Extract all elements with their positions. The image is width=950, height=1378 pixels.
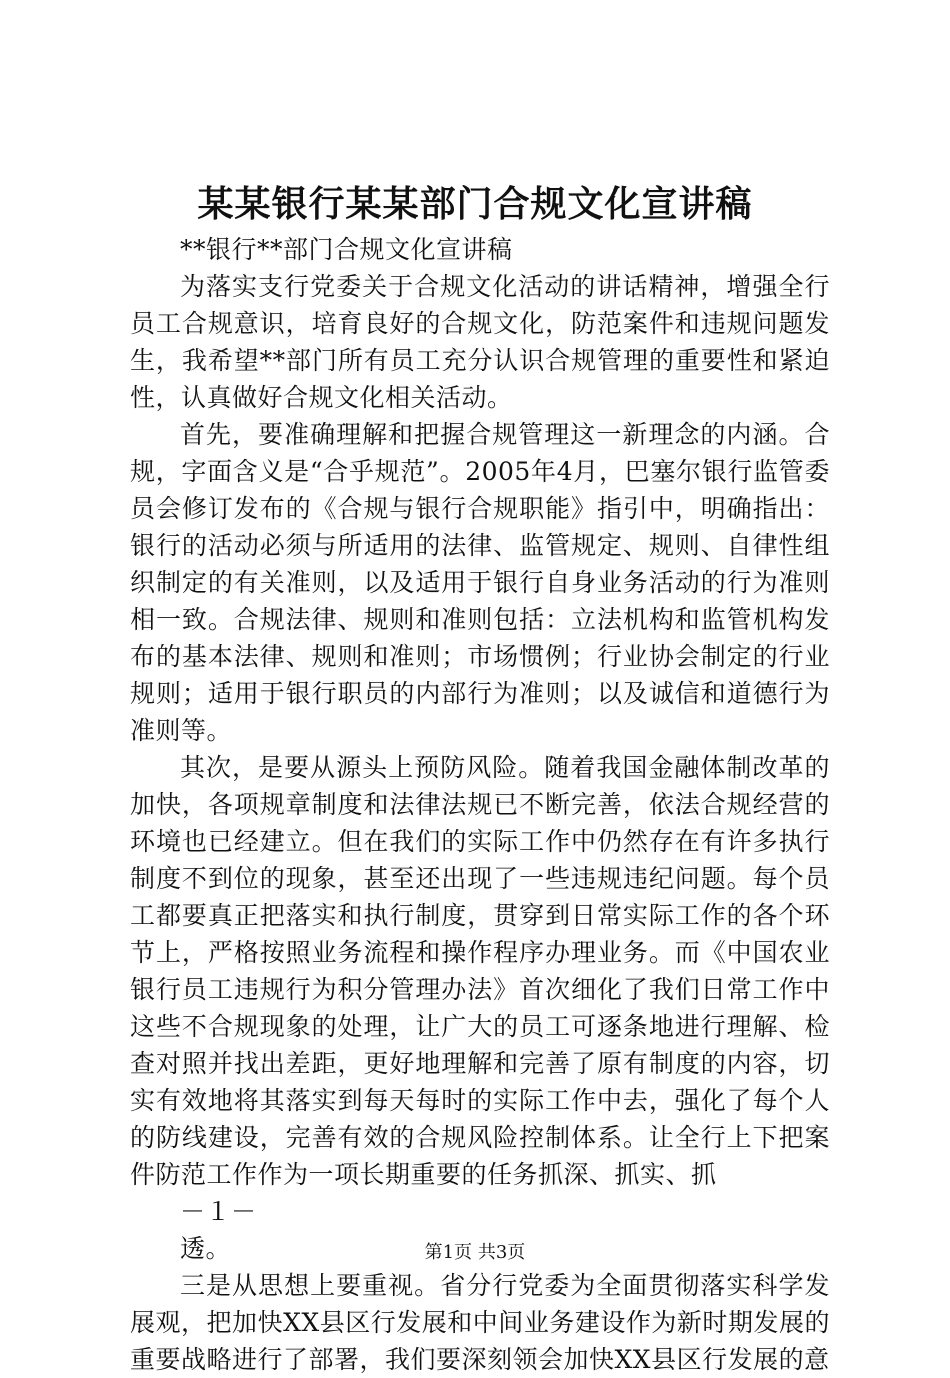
paragraph-intro: 为落实支行党委关于合规文化活动的讲话精神，增强全行员工合规意识，培育良好的合规文化，防范案件和违规问题发生，我希望**部门所有员工充分认识合规管理的重要性和紧迫性，认真做好合规文化相关活动。 (130, 272, 830, 412)
document-subtitle: **银行**部门合规文化宣讲稿 (180, 235, 513, 264)
page-marker: －１－ (180, 1197, 257, 1226)
document-body (130, 231, 830, 1378)
page-footer: 第1页 共3页 (424, 1242, 526, 1263)
paragraph-second-point: 其次，是要从源头上预防风险。随着我国金融体制改革的加快，各项规章制度和法律法规已不断完善，依法合规经营的环境也已经建立。但在我们的实际工作中仍然存在有许多执行制度不到位的现象，甚至还出现了一些违规违纪问题。每个员工都要真正把落实和执行制度，贯穿到日常实际工作的各个环节上，严格按照业务流程和操作程序办理业务。而《中国农业银行员工违规行为积分管理办法》首次细化了我们日常工作中这些不合规现象的处理，让广大的员工可逐条地进行理解、检查对照并找出差距，更好地理解和完善了原有制度的内容，切实有效地将其落实到每天每时的实际工作中去，强化了每个人的防线建设，完善有效的合规风险控制体系。让全行上下把案件防范工作作为一项长期重要的任务抓深、抓实、抓 (130, 753, 830, 1189)
document-title: 某某银行某某部门合规文化宣讲稿 (197, 183, 753, 225)
paragraph-third-point: 三是从思想上要重视。省分行党委为全面贯彻落实科学发展观，把加快XX县区行发展和中间业务建设作为新时期发展的重要战略进行了部署，我们要深刻领会加快XX县区行发展的意 (130, 1271, 830, 1374)
paragraph-first-point: 首先，要准确理解和把握合规管理这一新理念的内涵。合规，字面含义是“合乎规范”。2005年4月，巴塞尔银行监管委员会修订发布的《合规与银行合规职能》指引中，明确指出：银行的活动必须与所适用的法律、监管规定、规则、自律性组织制定的有关准则，以及适用于银行自身业务活动的行为准则相一致。合规法律、规则和准则包括：立法机构和监管机构发布的基本法律、规则和准则；市场惯例；行业协会制定的行业规则；适用于银行职员的内部行为准则；以及诚信和道德行为准则等。 (130, 420, 830, 745)
paragraph-continuation: 透。 (180, 1234, 232, 1263)
